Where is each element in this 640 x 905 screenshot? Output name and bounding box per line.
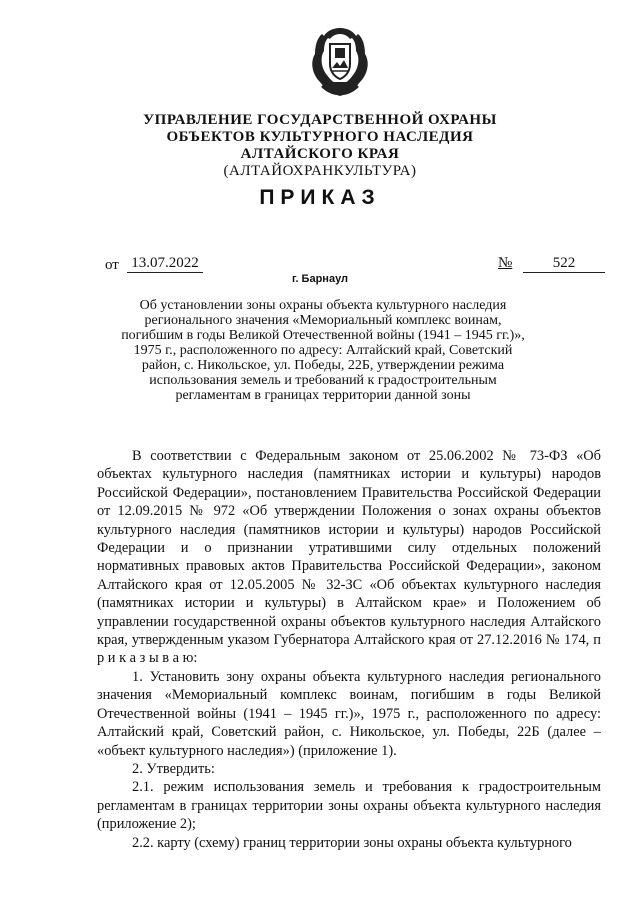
document-number: 522	[523, 255, 605, 273]
clause-1: 1. Установить зону охраны объекта культурного наследия регионального значения «Мемориальный комплекс воинам, погибшим в годы Великой Отечественной войны (1941 – 1945 гг.)», 1975 г., расположенного по адресу: Алтайский край, Советский район, с. Никольское, ул. Победы, 22Б (далее – «объект культурного наследия») (приложение 1).	[97, 668, 601, 759]
subject-line: погибшим в годы Великой Отечественной войны (1941 – 1945 гг.)»,	[121, 328, 525, 343]
preamble-paragraph: В соответствии с Федеральным законом от 25.06.2002 № 73-ФЗ «Об объектах культурного наследия (памятниках истории и культуры) народов Российской Федерации», постановлением Правительства Российской Федерации от 12.09.2015 № 972 «Об утверждении Положения о зонах охраны объектов культурного наследия (памятников истории и культуры) народов Российской Федерации и о признании утратившими силу отдельных положений нормативных правовых актов Правительства Российской Федерации», законом Алтайского края от 12.05.2005 № 32-ЗС «Об объектах культурного наследия (памятниках истории и культуры) в Алтайском крае» и Положением об управлении государственной охраны объектов культурного наследия Алтайского края, утвержденным указом Губернатора Алтайского края от 27.12.2016 № 174, п р и к а з ы в а ю:	[97, 448, 601, 667]
org-line-1: УПРАВЛЕНИЕ ГОСУДАРСТВЕННОЙ ОХРАНЫ	[143, 112, 497, 128]
order-subject	[118, 298, 528, 403]
subject-line: Об установлении зоны охраны объекта культурного наследия	[139, 298, 507, 313]
org-line-2: ОБЪЕКТОВ КУЛЬТУРНОГО НАСЛЕДИЯ	[166, 129, 474, 145]
org-line-3: АЛТАЙСКОГО КРАЯ	[240, 146, 400, 162]
org-abbreviation: (АЛТАЙОХРАНКУЛЬТУРА)	[223, 163, 417, 179]
clause-2-1: 2.1. режим использования земель и требования к градостроительным регламентам в границах территории зоны охраны объекта культурного наследия (приложение 2);	[97, 779, 601, 833]
subject-line: 1975 г., расположенного по адресу: Алтайский край, Советский	[133, 343, 513, 358]
number-sign: №	[498, 255, 513, 271]
subject-line: регионального значения «Мемориальный комплекс воинам,	[144, 313, 502, 328]
city: г. Барнаул	[291, 273, 349, 285]
subject-line: регламентам в границах территории данной зоны	[175, 388, 471, 403]
coat-of-arms-icon	[302, 24, 378, 100]
subject-line: использования земель и требований к градостроительным	[149, 373, 497, 388]
order-body	[97, 447, 601, 852]
organization-name	[0, 112, 640, 180]
subject-line: район, с. Никольское, ул. Победы, 22Б, утверждении режима	[141, 358, 505, 373]
document-date: 13.07.2022	[127, 255, 203, 273]
clause-2-2: 2.2. карту (схему) границ территории зоны охраны объекта культурного	[132, 834, 572, 851]
document-title: ПРИКАЗ	[259, 186, 381, 209]
date-prefix: от	[105, 257, 119, 273]
clause-2: 2. Утвердить:	[132, 760, 215, 777]
